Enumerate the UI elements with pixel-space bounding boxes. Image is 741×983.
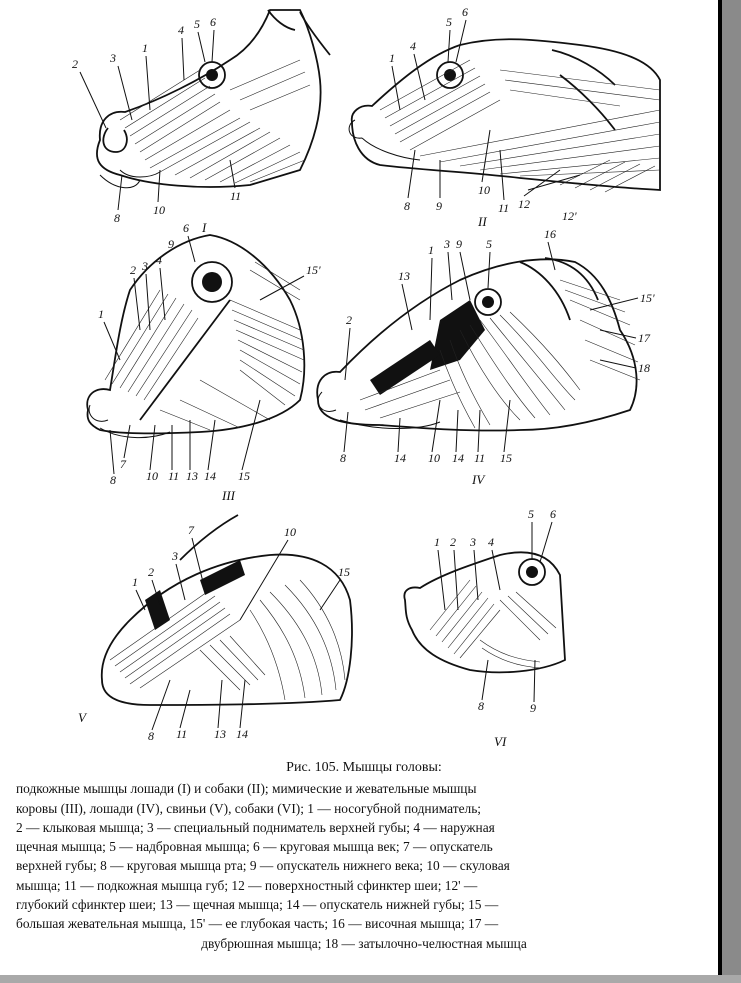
panel-v-pig-head (78, 515, 352, 743)
label-5: 5 (194, 17, 200, 31)
label-6: 6 (183, 221, 189, 235)
label-2: 2 (130, 263, 136, 277)
label-8: 8 (340, 451, 346, 465)
panel-v-labels (132, 523, 350, 743)
label-5: 5 (446, 15, 452, 29)
label-3: 3 (142, 259, 148, 273)
label-9: 9 (436, 199, 442, 213)
panel-iv-numeral: IV (472, 472, 485, 487)
label-8: 8 (404, 199, 410, 213)
label-13: 13 (398, 269, 410, 283)
label-1: 1 (98, 307, 104, 321)
label-8: 8 (148, 729, 154, 743)
label-9: 9 (168, 237, 174, 251)
label-6: 6 (462, 5, 468, 19)
panel-vi-dog-head (404, 507, 565, 749)
label-11: 11 (474, 451, 486, 465)
label-11: 11 (176, 727, 188, 741)
label-10: 10 (153, 203, 165, 217)
panel-vi-numeral: VI (494, 734, 507, 749)
caption-title: Рис. 105. Мышцы головы: (286, 760, 442, 775)
panel-i-numeral: I (202, 220, 207, 235)
label-17: 17 (638, 331, 650, 345)
panel-ii-labels (389, 5, 577, 223)
label-1: 1 (142, 41, 148, 55)
page-shadow-bottom (0, 975, 741, 983)
label-9: 9 (456, 237, 462, 251)
caption-line: щечная мышца; 5 — надбровная мышца; 6 — круговая мышца век; 7 — опускатель (16, 839, 493, 855)
label-10: 10 (478, 183, 490, 197)
label-3: 3 (444, 237, 450, 251)
label-11: 11 (168, 469, 180, 483)
label-15-prime: 15' (640, 291, 655, 305)
label-14: 14 (204, 469, 216, 483)
label-13: 13 (186, 469, 198, 483)
label-7: 7 (120, 457, 126, 471)
label-4: 4 (488, 535, 494, 549)
panel-i-horse-head (72, 10, 330, 235)
label-10: 10 (284, 525, 296, 539)
label-9: 9 (530, 701, 536, 715)
label-3: 3 (110, 51, 116, 65)
panel-iv-horse-head (317, 227, 655, 487)
label-10: 10 (428, 451, 440, 465)
caption-line: верхней губы; 8 — круговая мышца рта; 9 — опускатель нижнего века; 10 — скуловая (16, 858, 510, 874)
caption-line: 2 — клыковая мышца; 3 — специальный подниматель верхней губы; 4 — наружная (16, 819, 495, 835)
label-3: 3 (172, 549, 178, 563)
caption-line: подкожные мышцы лошади (I) и собаки (II); мимические и жевательные мышцы (16, 781, 477, 797)
label-14: 14 (236, 727, 248, 741)
panel-v-numeral: V (78, 710, 86, 725)
panel-iii-labels (98, 221, 321, 487)
label-14: 14 (394, 451, 406, 465)
label-15-prime: 15' (306, 263, 321, 277)
panel-ii-dog-head (349, 5, 660, 229)
label-2: 2 (450, 535, 456, 549)
caption-line: коровы (III), лошади (IV), свиньи (V), собаки (VI); 1 — носогубной подниматель; (16, 800, 482, 816)
label-15: 15 (338, 565, 350, 579)
panel-vi-labels (434, 507, 556, 715)
label-12: 12 (518, 197, 530, 211)
label-16: 16 (544, 227, 556, 241)
label-10: 10 (146, 469, 158, 483)
label-1: 1 (389, 51, 395, 65)
label-8: 8 (478, 699, 484, 713)
panel-iii-numeral: III (222, 488, 235, 503)
label-2: 2 (72, 57, 78, 71)
label-15: 15 (500, 451, 512, 465)
label-13: 13 (214, 727, 226, 741)
caption-line: двубрюшная мышца; 18 — затылочно-челюстная мышца (201, 935, 527, 951)
label-12-prime: 12' (562, 209, 577, 223)
label-15: 15 (238, 469, 250, 483)
label-8: 8 (110, 473, 116, 487)
label-1: 1 (434, 535, 440, 549)
label-1: 1 (132, 575, 138, 589)
label-5: 5 (486, 237, 492, 251)
label-1: 1 (428, 243, 434, 257)
label-7: 7 (188, 523, 194, 537)
caption-line: глубокий сфинктер шеи; 13 — щечная мышца; 14 — опускатель нижней губы; 15 — (16, 897, 499, 913)
label-2: 2 (346, 313, 352, 327)
caption-body (16, 779, 712, 953)
label-5: 5 (528, 507, 534, 521)
page-shadow-right (722, 0, 741, 983)
figure-caption (16, 758, 712, 953)
label-11: 11 (498, 201, 510, 215)
panel-iv-labels (340, 227, 655, 465)
label-3: 3 (470, 535, 476, 549)
label-4: 4 (156, 253, 162, 267)
caption-line: большая жевательная мышца, 15' — ее глубокая часть; 16 — височная мышца; 17 — (16, 916, 499, 932)
label-8: 8 (114, 211, 120, 225)
label-6: 6 (550, 507, 556, 521)
label-6: 6 (210, 15, 216, 29)
label-4: 4 (178, 23, 184, 37)
label-2: 2 (148, 565, 154, 579)
label-11: 11 (230, 189, 242, 203)
caption-line: мышца; 11 — подкожная мышца губ; 12 — поверхностный сфинктер шеи; 12' — (16, 877, 478, 893)
label-4: 4 (410, 39, 416, 53)
panel-iii-cow-head (87, 221, 321, 503)
panel-i-labels (72, 15, 241, 225)
label-14b: 14 (452, 451, 464, 465)
panel-ii-numeral: II (478, 214, 487, 229)
label-18: 18 (638, 361, 650, 375)
